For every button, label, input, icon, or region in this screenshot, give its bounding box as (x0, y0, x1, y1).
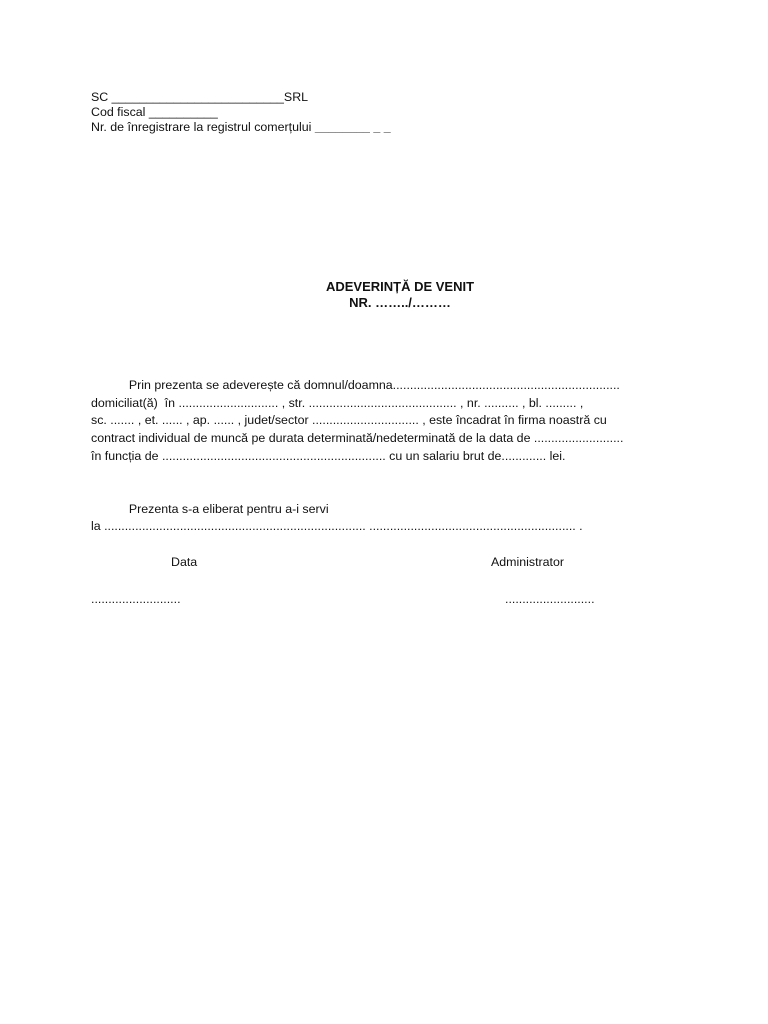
registru-line (91, 120, 391, 135)
document-title: ADEVERINȚĂ DE VENIT (325, 279, 475, 294)
administrator-label: Administrator (491, 555, 564, 569)
administrator-signature-line: .......................... (505, 592, 595, 606)
registru-label: Nr. de înregistrare la registrul comerțului (91, 120, 315, 134)
body-line-2: domiciliat(ă) în ............................. , str. ........................................... , nr. .......... , bl. ......... , (91, 396, 584, 410)
body-line-3: sc. ....... , et. ...... , ap. ...... , judet/sector ............................... , este încadrat în firma noastră cu (91, 413, 607, 427)
body-line-1: Prin prezenta se adeverește că domnul/doamna.................................................................. (91, 378, 620, 392)
registru-blank: ________ _ _ (314, 120, 391, 134)
document-number: NR. ……../……… (349, 295, 451, 310)
date-signature-line: .......................... (91, 592, 181, 606)
date-label: Data (171, 555, 198, 569)
body-line-4: contract individual de muncă pe durata determinată/nedeterminată de la data de .......................... (91, 431, 624, 445)
cod-fiscal-line: Cod fiscal __________ (91, 105, 218, 119)
purpose-line-1: Prezenta s-a eliberat pentru a-i servi (91, 502, 329, 516)
body-line-5: în funcția de ................................................................. cu un salariu brut de............. lei. (91, 449, 566, 463)
purpose-line-2: la ............................................................................ ............................................................ . (91, 519, 583, 533)
company-line: SC _________________________SRL (91, 90, 309, 104)
